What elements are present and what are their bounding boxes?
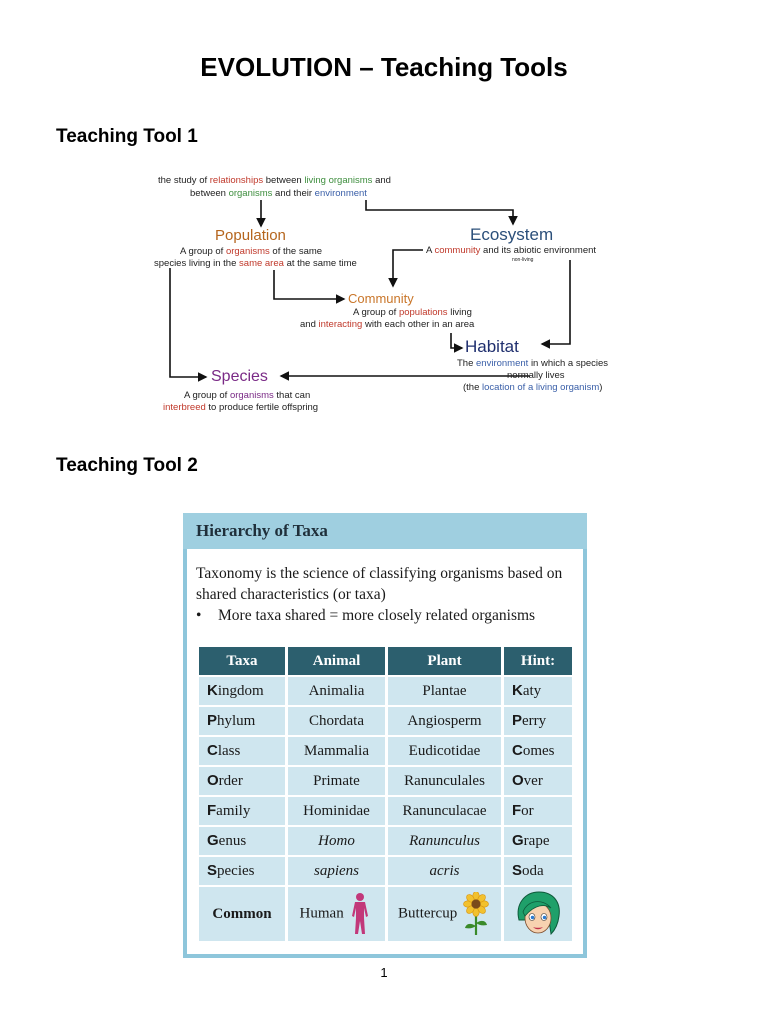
human-figure-icon <box>347 892 373 936</box>
taxa-bullet <box>196 607 535 625</box>
hint-cell: Comes <box>504 737 572 765</box>
table-row <box>199 677 572 705</box>
cmap-definition-line2: between organisms and their environment <box>190 188 367 199</box>
common-animal-text: Human <box>299 905 344 922</box>
plant-cell: acris <box>388 857 501 885</box>
habitat-def-line1: The environment in which a species <box>457 358 609 369</box>
plant-cell: Ranunculales <box>388 767 501 795</box>
hint-cell: Over <box>504 767 572 795</box>
ecosystem-note: non-living <box>512 257 534 263</box>
header-taxa: Taxa <box>199 647 285 675</box>
table-row <box>199 767 572 795</box>
community-label: Community <box>348 291 414 306</box>
taxa-cell: Kingdom <box>199 677 285 705</box>
ecosystem-label: Ecosystem <box>470 225 554 244</box>
table-row <box>199 707 572 735</box>
animal-cell: sapiens <box>288 857 385 885</box>
table-row <box>199 797 572 825</box>
common-animal-cell <box>288 887 385 941</box>
community-def-line1: A group of populations living <box>353 307 472 318</box>
common-hint-cell <box>504 887 572 941</box>
section-heading-2: Teaching Tool 2 <box>56 455 198 476</box>
sunflower-icon <box>461 892 491 936</box>
hint-cell: For <box>504 797 572 825</box>
taxa-cell: Species <box>199 857 285 885</box>
section-heading-1: Teaching Tool 1 <box>56 126 198 147</box>
taxa-cell: Order <box>199 767 285 795</box>
taxa-cell: Class <box>199 737 285 765</box>
hint-cell: Soda <box>504 857 572 885</box>
common-plant-cell <box>388 887 501 941</box>
taxa-cell: Phylum <box>199 707 285 735</box>
plant-cell: Eudicotidae <box>388 737 501 765</box>
page-title: EVOLUTION – Teaching Tools <box>200 52 568 82</box>
ecosystem-def: A community and its abiotic environment <box>426 245 597 256</box>
bullet-text: More taxa shared = more closely related organisms <box>218 607 536 624</box>
plant-cell: Plantae <box>388 677 501 705</box>
taxonomy-description: Taxonomy is the science of classifying organisms based on shared characteristics (or taxa) <box>196 565 563 603</box>
header-animal: Animal <box>288 647 385 675</box>
hint-cell: Perry <box>504 707 572 735</box>
concept-map <box>150 168 620 424</box>
animal-cell: Mammalia <box>288 737 385 765</box>
taxa-table <box>196 645 575 943</box>
habitat-label: Habitat <box>465 337 519 356</box>
population-def-line1: A group of organisms of the same <box>180 246 323 257</box>
page-number: 1 <box>380 965 388 980</box>
table-row <box>199 827 572 855</box>
green-hair-girl-icon <box>513 890 563 938</box>
animal-cell: Homo <box>288 827 385 855</box>
table-row <box>199 737 572 765</box>
taxa-cell: Genus <box>199 827 285 855</box>
animal-cell: Chordata <box>288 707 385 735</box>
community-def-line2: and interacting with each other in an area <box>300 319 475 330</box>
habitat-def-line2: normally lives <box>507 370 565 381</box>
cmap-definition-line1: the study of relationships between living organisms and <box>158 175 391 186</box>
plant-cell: Angiosperm <box>388 707 501 735</box>
taxa-header-row <box>199 647 572 675</box>
species-def-line2: interbreed to produce fertile offspring <box>163 402 319 413</box>
taxa-cell: Family <box>199 797 285 825</box>
species-label: Species <box>211 368 268 385</box>
header-hint: Hint: <box>504 647 572 675</box>
common-label: Common <box>199 887 285 941</box>
plant-cell: Ranunculacae <box>388 797 501 825</box>
bullet-mark: • <box>196 607 202 624</box>
header-plant: Plant <box>388 647 501 675</box>
taxa-card-header <box>183 513 587 549</box>
animal-cell: Hominidae <box>288 797 385 825</box>
table-row <box>199 857 572 885</box>
table-row-common <box>199 887 572 941</box>
hint-cell: Grape <box>504 827 572 855</box>
hint-cell: Katy <box>504 677 572 705</box>
common-plant-text: Buttercup <box>398 905 458 922</box>
taxa-card-body <box>187 549 583 954</box>
population-label: Population <box>215 227 286 244</box>
taxa-card <box>183 513 587 958</box>
taxa-card-title: Hierarchy of Taxa <box>196 521 328 540</box>
population-def-line2: species living in the same area at the same time <box>154 258 357 269</box>
animal-cell: Animalia <box>288 677 385 705</box>
habitat-def-line3: (the location of a living organism) <box>463 382 603 393</box>
species-def-line1: A group of organisms that can <box>184 390 311 401</box>
animal-cell: Primate <box>288 767 385 795</box>
plant-cell: Ranunculus <box>388 827 501 855</box>
